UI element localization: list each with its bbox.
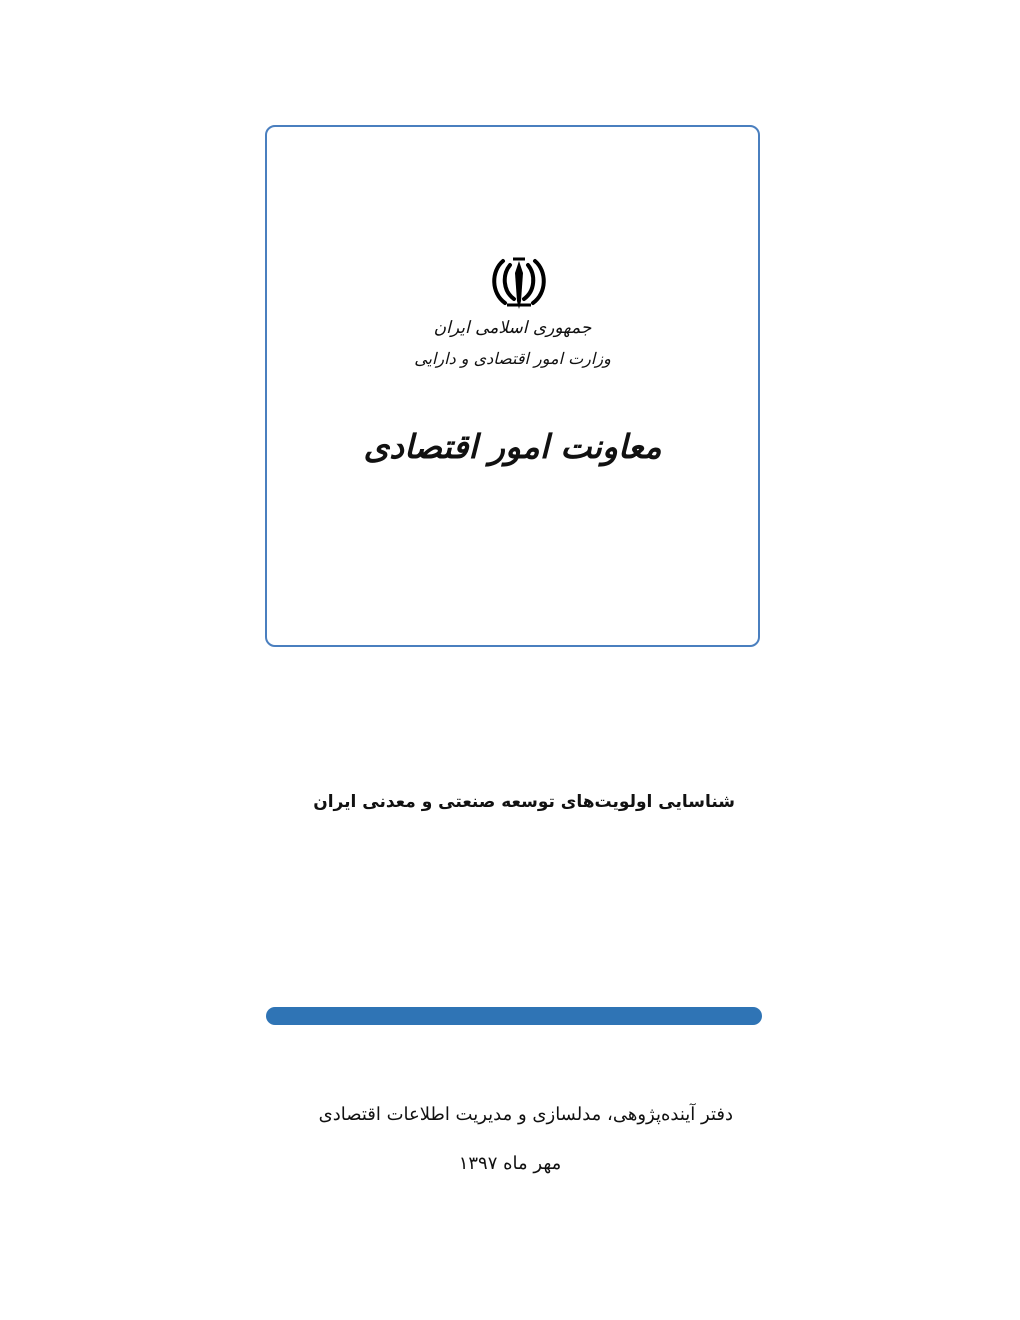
divider-bar bbox=[266, 1007, 762, 1025]
ministry-name: وزارت امور اقتصادی و دارایی bbox=[414, 349, 611, 368]
document-title: شناسایی اولویت‌های توسعه صنعتی و معدنی ایران bbox=[313, 792, 735, 812]
office-name: دفتر آینده‌پژوهی، مدلسازی و مدیریت اطلاعات اقتصادی bbox=[318, 1104, 733, 1125]
republic-name: جمهوری اسلامی ایران bbox=[433, 318, 592, 338]
iran-coat-of-arms-icon bbox=[489, 253, 549, 311]
deputy-name: معاونت امور اقتصادی bbox=[363, 427, 662, 466]
publication-date: مهر ماه ۱۳۹۷ bbox=[458, 1153, 562, 1174]
emblem-frame bbox=[265, 125, 760, 647]
